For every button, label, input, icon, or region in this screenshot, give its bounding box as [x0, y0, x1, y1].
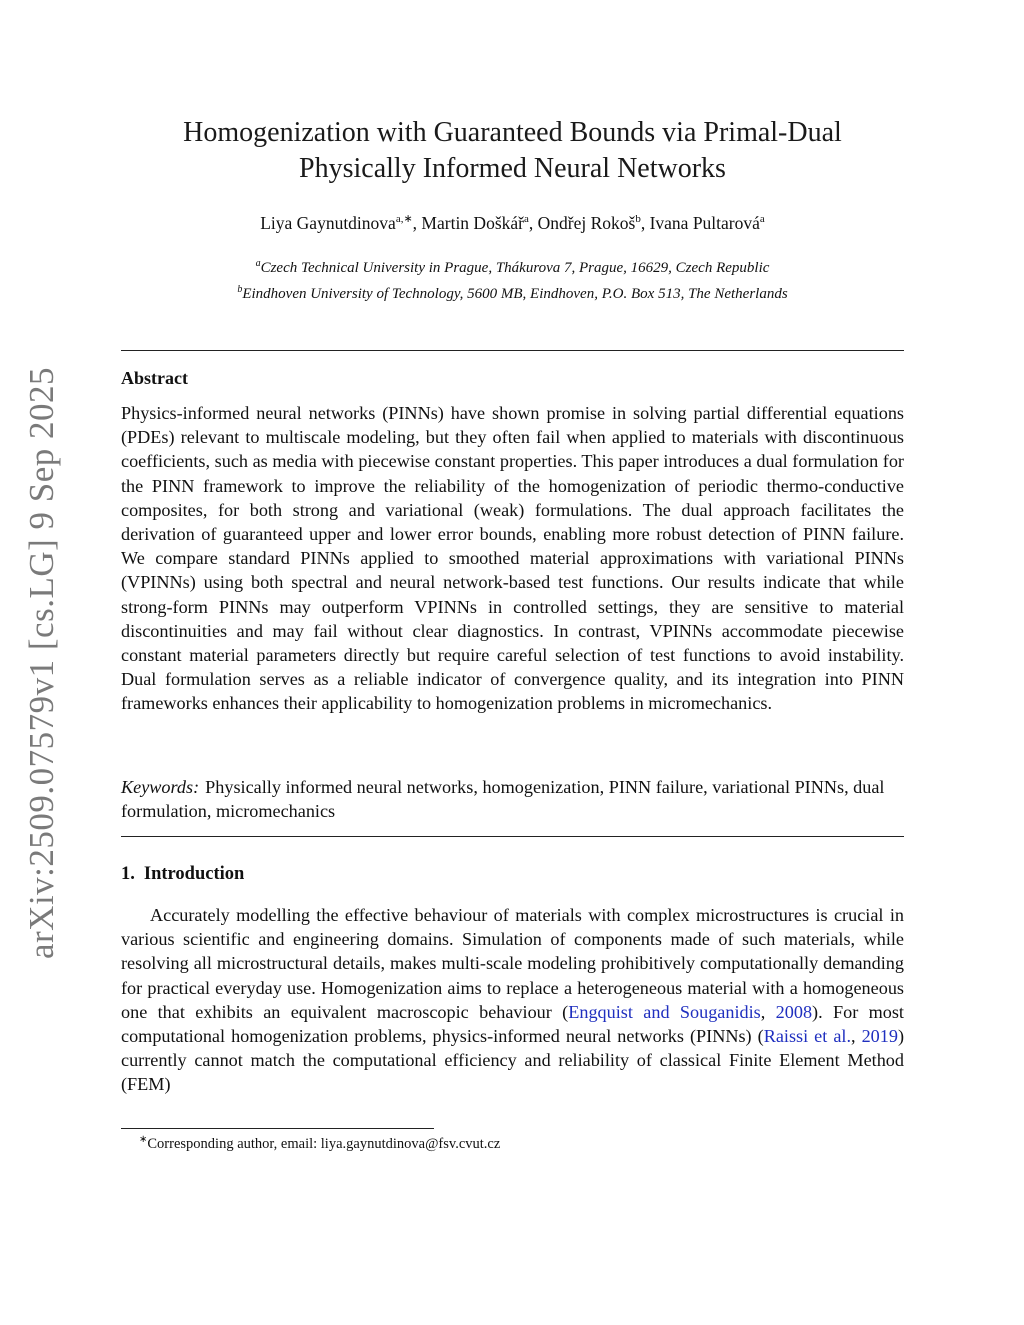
arxiv-identifier-banner: arXiv:2509.07579v1 [cs.LG] 9 Sep 2025 [22, 366, 61, 960]
affiliation: $^b$Eindhoven University of Technology, 5600 MB, Eindhoven, P.O. Box 513, The Netherlands [237, 284, 788, 302]
abstract-heading: Abstract [121, 368, 188, 388]
title-line-2: Physically Informed Neural Networks [299, 153, 726, 184]
author: Ivana Pultarová$^a$ [649, 212, 765, 233]
affiliations [121, 253, 904, 305]
citation-link[interactable]: Engquist and Souganidis, 2008 [568, 1001, 813, 1022]
footnote-rule [121, 1128, 434, 1129]
author: Liya Gaynutdinova$^{a,∗}$, [260, 212, 422, 233]
abstract-top-rule [121, 350, 904, 351]
keywords [121, 775, 904, 823]
abstract-text: Physics-informed neural networks (PINNs) have shown promise in solving partial differential equations (PDEs) relevant to multiscale modeling, but they often fail when applied to materials with discontinuous coefficients, such as media with piecewise constant properties. This paper introduces a dual formulation for the PINN framework to improve the reliability of the homogenization of periodic thermo-conductive composites, for both strong and variational (weak) formulations. The dual approach facilitates the derivation of guaranteed upper and lower error bounds, enabling more robust detection of PINN failure. We compare standard PINNs applied to smoothed material approximations with variational PINNs (VPINNs) using both spectral and neural network-based test functions. Our results indicate that while strong-form PINNs may outperform VPINNs in controlled settings, they are sensitive to material discontinuities and may fail without clear diagnostics. In contrast, VPINNs accommodate piecewise constant material parameters directly but require careful selection of test functions to avoid instability. Dual formulation serves as a reliable indicator of convergence quality, and its integration into PINN frameworks enhances their applicability to homogenization problems in micromechanics. [121, 403, 904, 714]
affiliation: $^a$Czech Technical University in Prague, Thákurova 7, Prague, 16629, Czech Republic [255, 258, 770, 276]
title-line-1: Homogenization with Guaranteed Bounds via Primal-Dual [183, 117, 842, 148]
footnote: ∗Corresponding author, email: liya.gaynutdinova@fsv.cvut.cz [139, 1134, 501, 1152]
author-list [121, 212, 904, 234]
section-title: Introduction [143, 864, 245, 884]
author: Ondřej Rokoš$^b$, [537, 212, 650, 233]
abstract-bottom-rule [121, 836, 904, 837]
author: Martin Doškář$^a$, [421, 212, 538, 233]
keywords-label: Keywords: [121, 777, 200, 797]
section-number: 1. [121, 864, 135, 884]
keywords-text: Physically informed neural networks, homogenization, PINN failure, variational PINNs, dual formulation, micromechanics [121, 777, 885, 822]
introduction-paragraph: Accurately modelling the effective behaviour of materials with complex microstructures is crucial in various scientific and engineering domains. Simulation of components made of such materials, while resolving all microstructural details, makes multi-scale modeling prohibitively computationally demanding for practical everyday use. Homogenization aims to replace a heterogeneous material with a homogeneous one that exhibits an equivalent macroscopic behaviour (Engquist and Souganidis, 2008). For most computational homogenization problems, physics-informed neural networks (PINNs) (Raissi et al., 2019) currently cannot match the computational efficiency and reliability of classical Finite Element Method (FEM) [121, 905, 905, 1095]
paper-title [121, 115, 904, 187]
citation-link[interactable]: Raissi et al., 2019 [763, 1026, 898, 1047]
section-heading-introduction [121, 864, 244, 885]
